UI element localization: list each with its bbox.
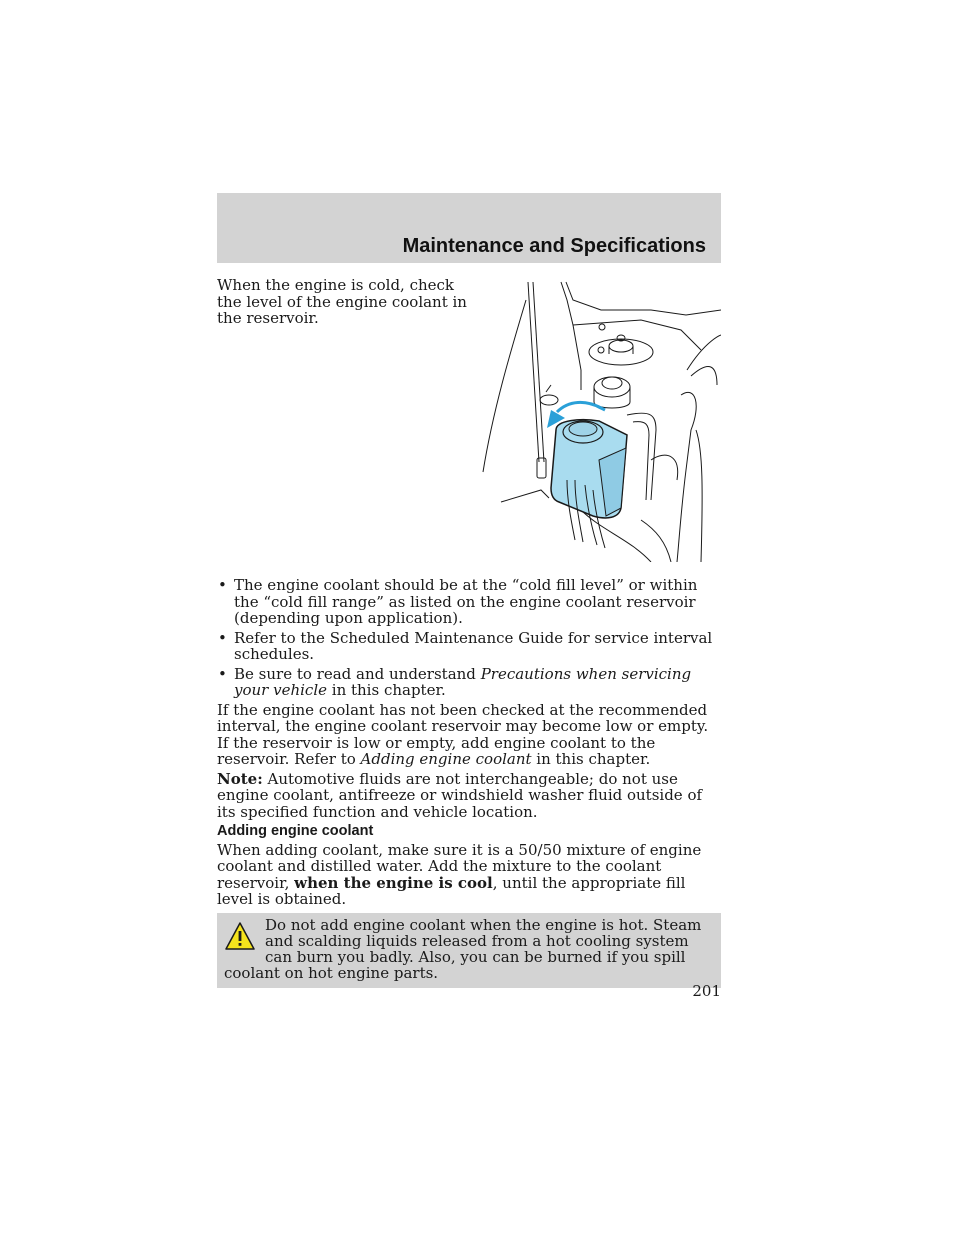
paragraph-adding-coolant: When adding coolant, make sure it is a 50/50 mixture of engine coolant and distilled water. Add the mixture to the coolant reservoir, when the engine is cool, until the appropriate fill level is obtained. xyxy=(217,840,702,908)
main-content xyxy=(217,577,721,988)
paragraph-check-interval: If the engine coolant has not been checked at the recommended interval, the engine coolant reservoir may become low or empty. If the reservoir is low or empty, add engine coolant to the reservoir. Refer to Adding engine coolant in this chapter. xyxy=(217,700,709,768)
page-title: Maintenance and Specifications xyxy=(402,235,706,257)
note-paragraph: Note: Automotive fluids are not interchangeable; do not use engine coolant, antifreeze or windshield washer fluid outside of its specified function and vehicle location. xyxy=(217,769,703,821)
section-heading: Adding engine coolant xyxy=(217,823,374,839)
warning-text: Do not add engine coolant when the engine is hot. Steam and scalding liquids released from a hot cooling system can burn you badly. Also, you can be burned if you spill coolant on hot engine parts. xyxy=(224,915,702,982)
list-item: • Refer to the Scheduled Maintenance Guide for service interval schedules. xyxy=(217,630,721,663)
header-bar xyxy=(217,193,721,263)
note-label: Note: xyxy=(217,769,263,788)
cross-reference-link: Precautions when servicing your vehicle xyxy=(234,664,692,699)
coolant-reservoir-illustration xyxy=(481,280,721,562)
list-item: • Be sure to read and understand Precautions when servicing your vehicle in this chapter. xyxy=(217,666,721,699)
intro-paragraph: When the engine is cold, check the level of the engine coolant in the reservoir. xyxy=(217,276,467,327)
list-item: • The engine coolant should be at the “cold fill level” or within the “cold fill range” as listed on the engine coolant reservoir (depending upon application). xyxy=(217,577,721,627)
cross-reference-link: Adding engine coolant xyxy=(360,750,532,768)
warning-box xyxy=(217,913,721,988)
warning-triangle-icon xyxy=(224,921,256,951)
bullet-list xyxy=(217,577,721,699)
page-number: 201 xyxy=(692,982,721,1000)
